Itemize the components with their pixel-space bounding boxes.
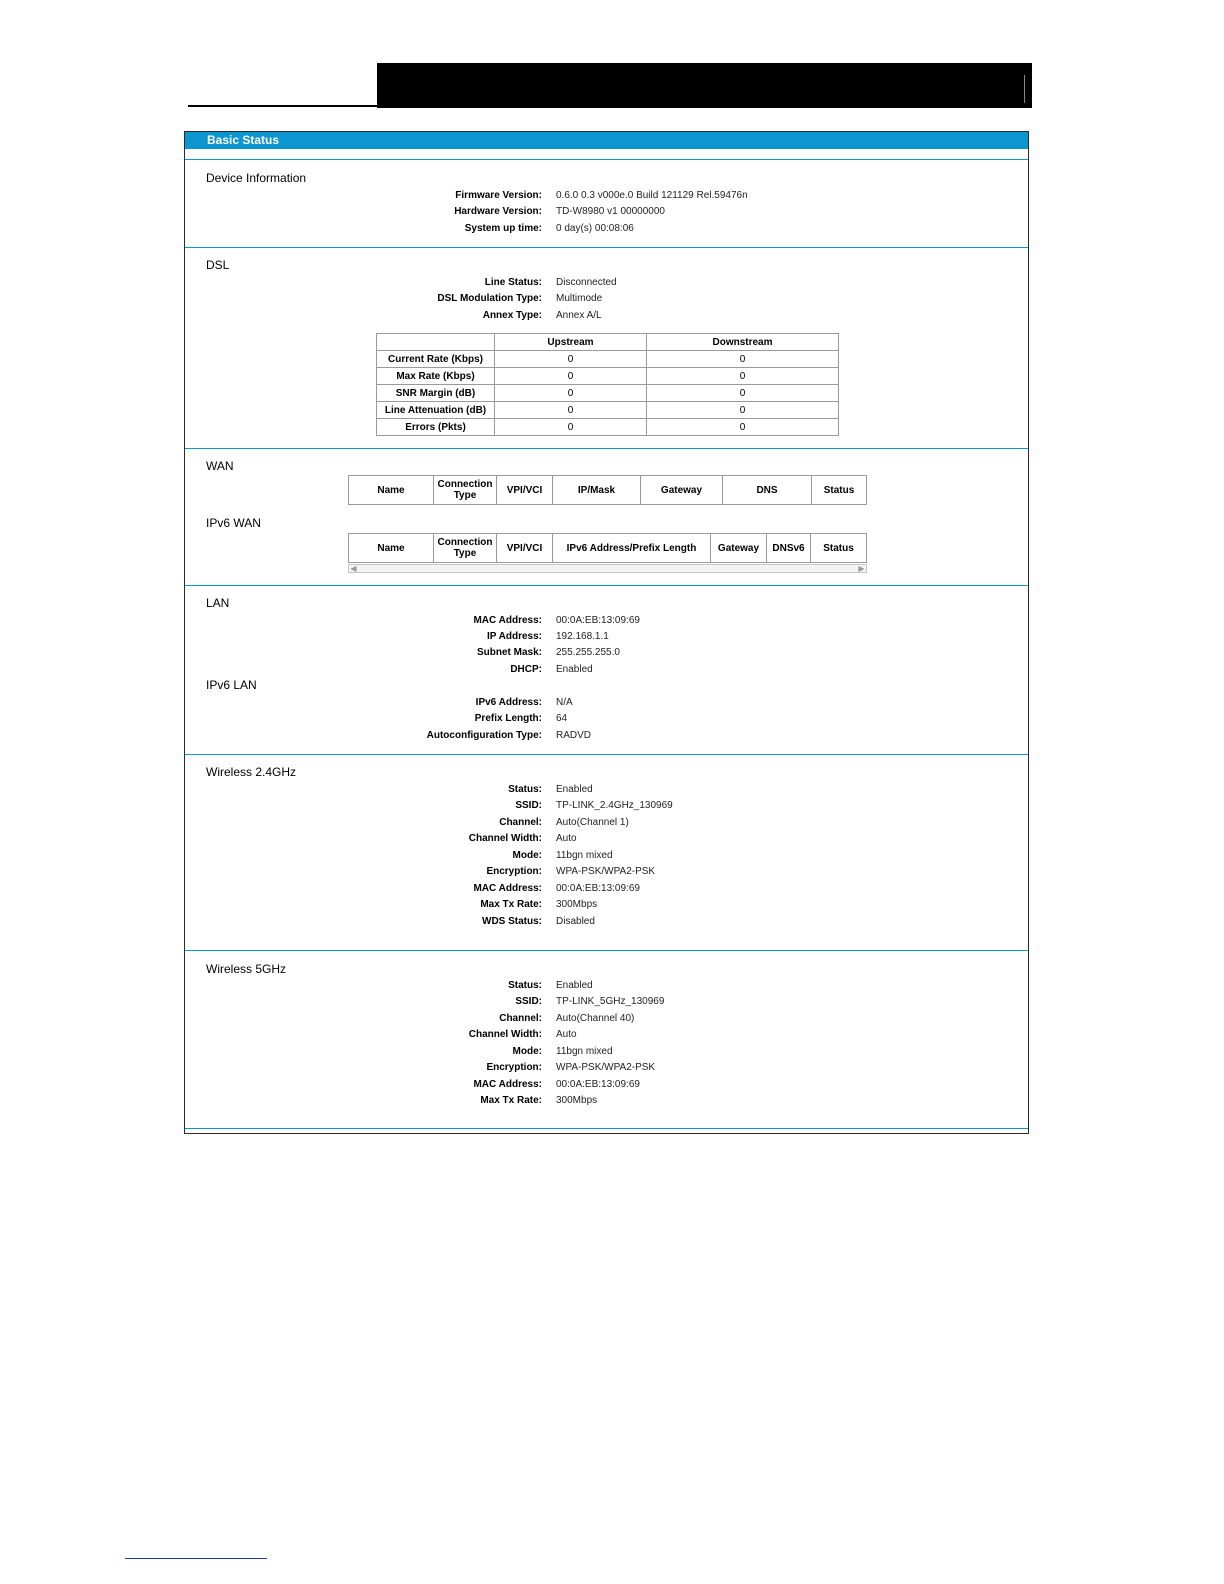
ipv6-wan-table (348, 533, 867, 563)
table-row: Errors (Pkts) 0 0 (377, 419, 839, 436)
header-rule (188, 105, 378, 107)
w24-channel-row: Channel: Auto(Channel 1) (499, 817, 629, 828)
table-row: Max Rate (Kbps) 0 0 (377, 368, 839, 385)
w24-max-tx-row: Max Tx Rate: 300Mbps (480, 899, 598, 910)
prefix-length-row: Prefix Length: 64 (474, 713, 568, 724)
w5-max-tx-row: Max Tx Rate: 300Mbps (480, 1095, 598, 1106)
dsl-title: DSL (206, 258, 230, 272)
w5-status-row: Status: Enabled (508, 980, 593, 991)
ipv6-lan-title: IPv6 LAN (206, 678, 257, 692)
table-header: Name (349, 476, 434, 505)
table-row: Current Rate (Kbps) 0 0 (377, 351, 839, 368)
header-tick (1024, 75, 1025, 103)
table-header: Status (812, 476, 867, 505)
line-status-row: Line Status: Disconnected (484, 277, 617, 288)
footer-link-underline (125, 1558, 267, 1559)
table-header: DNS (723, 476, 812, 505)
section-separator (185, 754, 1028, 755)
section-separator (185, 159, 1028, 160)
w24-channel-width-row: Channel Width: Auto (468, 833, 577, 844)
table-row: Line Attenuation (dB) 0 0 (377, 402, 839, 419)
w5-mac-row: MAC Address: 00:0A:EB:13:09:69 (473, 1079, 640, 1090)
header-bar (377, 63, 1032, 108)
lan-dhcp-row: DHCP: Enabled (510, 664, 593, 675)
system-uptime-row: System up time: 0 day(s) 00:08:06 (464, 223, 634, 234)
wireless-24-title: Wireless 2.4GHz (206, 765, 297, 779)
table-header: Connection Type (434, 534, 497, 563)
table-header: IP/Mask (553, 476, 641, 505)
ipv6-wan-title: IPv6 WAN (206, 516, 261, 530)
annex-type-row: Annex Type: Annex A/L (482, 310, 602, 321)
hardware-version-row: Hardware Version: TD-W8980 v1 00000000 (454, 206, 665, 217)
table-header: Connection Type (434, 476, 497, 505)
w5-ssid-row: SSID: TP-LINK_5GHz_130969 (515, 996, 665, 1007)
section-separator (185, 448, 1028, 449)
lan-mac-row: MAC Address: 00:0A:EB:13:09:69 (473, 615, 640, 626)
w24-mode-row: Mode: 11bgn mixed (512, 850, 613, 861)
w5-channel-row: Channel: Auto(Channel 40) (499, 1013, 635, 1024)
table-header: Upstream (495, 334, 647, 351)
wan-table (348, 475, 867, 505)
w24-ssid-row: SSID: TP-LINK_2.4GHz_130969 (515, 800, 673, 811)
w24-status-row: Status: Enabled (508, 784, 593, 795)
dsl-stats-table (376, 333, 839, 436)
w5-channel-width-row: Channel Width: Auto (468, 1029, 577, 1040)
section-separator (185, 1128, 1028, 1129)
device-info-title: Device Information (206, 171, 307, 185)
ipv6-address-row: IPv6 Address: N/A (475, 697, 573, 708)
table-header: Name (349, 534, 434, 563)
table-header: Downstream (647, 334, 839, 351)
table-header: VPI/VCI (497, 476, 553, 505)
scroll-right-icon[interactable]: ▶ (858, 564, 865, 573)
w5-mode-row: Mode: 11bgn mixed (512, 1046, 613, 1057)
w5-encryption-row: Encryption: WPA-PSK/WPA2-PSK (486, 1062, 656, 1073)
table-header: Gateway (641, 476, 723, 505)
table-header: IPv6 Address/Prefix Length (553, 534, 711, 563)
table-header: VPI/VCI (497, 534, 553, 563)
scroll-left-icon[interactable]: ◀ (350, 564, 357, 573)
w24-mac-row: MAC Address: 00:0A:EB:13:09:69 (473, 883, 640, 894)
firmware-version-row: Firmware Version: 0.6.0 0.3 v000e.0 Build 121129 Rel.59476n (455, 190, 748, 201)
section-separator (185, 247, 1028, 248)
w24-encryption-row: Encryption: WPA-PSK/WPA2-PSK (486, 866, 656, 877)
panel-title: Basic Status (185, 132, 1028, 149)
autoconfig-type-row: Autoconfiguration Type: RADVD (426, 730, 592, 741)
table-header: Gateway (711, 534, 767, 563)
table-header: Status (811, 534, 867, 563)
basic-status-panel (184, 131, 1029, 1134)
table-header: DNSv6 (767, 534, 811, 563)
lan-title: LAN (206, 596, 230, 610)
lan-subnet-row: Subnet Mask: 255.255.255.0 (476, 647, 620, 658)
horizontal-scrollbar[interactable] (348, 564, 867, 573)
lan-ip-row: IP Address: 192.168.1.1 (486, 631, 609, 642)
table-row: SNR Margin (dB) 0 0 (377, 385, 839, 402)
dsl-modulation-row: DSL Modulation Type: Multimode (437, 293, 603, 304)
section-separator (185, 950, 1028, 951)
section-separator (185, 585, 1028, 586)
wireless-5-title: Wireless 5GHz (206, 962, 287, 976)
w24-wds-row: WDS Status: Disabled (482, 916, 595, 927)
wan-title: WAN (206, 459, 234, 473)
table-header (377, 334, 495, 351)
